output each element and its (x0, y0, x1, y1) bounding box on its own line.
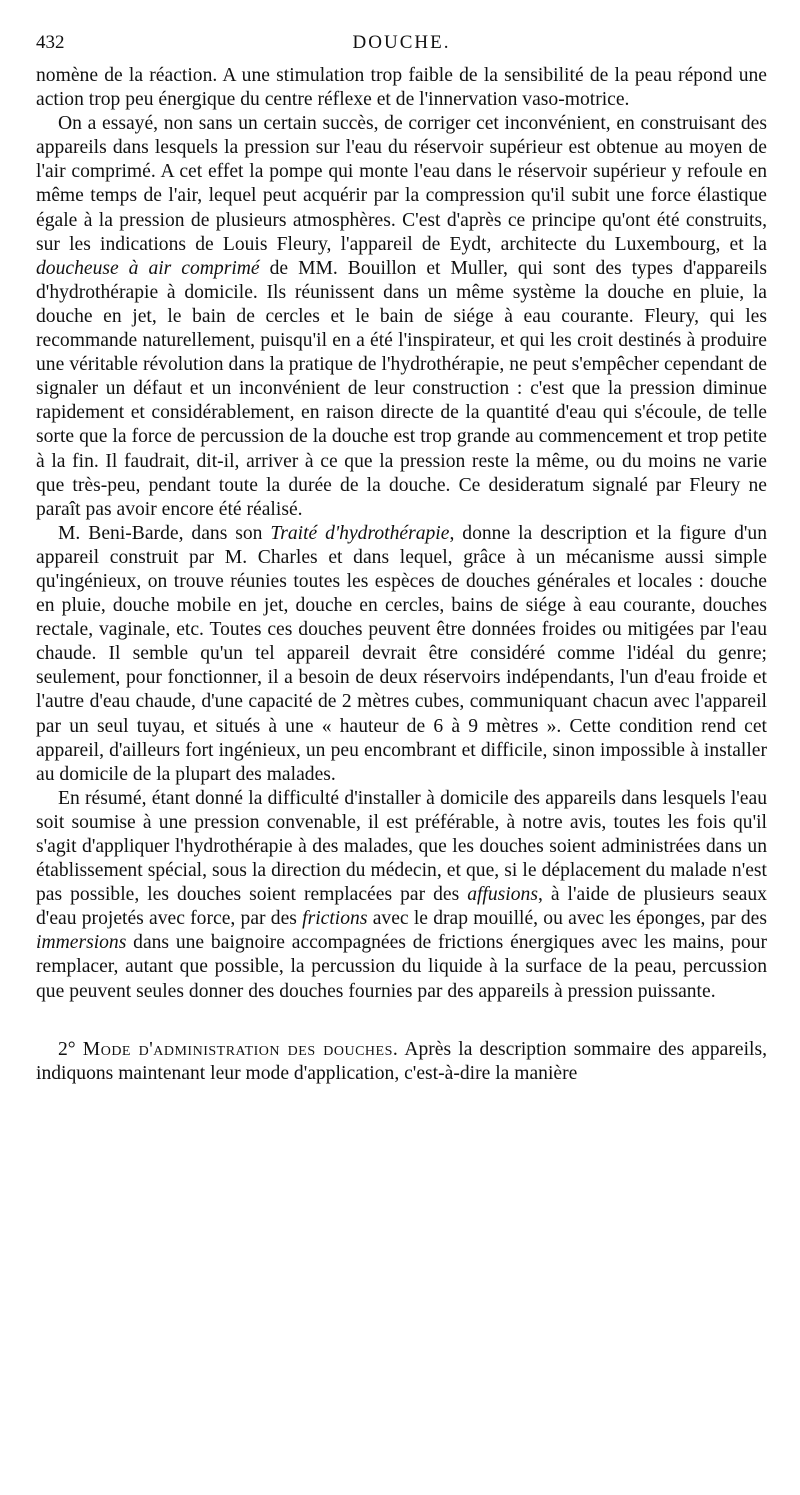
running-title: DOUCHE. (352, 32, 451, 53)
section-paragraph (36, 1038, 767, 1086)
paragraph-2 (36, 112, 767, 522)
section-number: 2° (58, 1038, 76, 1060)
text-segment: En résumé, étant donné la difficulté d'installer à domicile des appareils dans lesquels l'eau soit soumise à une pression convenable, il est préférable, à notre avis, toutes les fois qu'il s'agit d'appliquer l'hydrothérapie à des malades, que les douches soient administrées dans un établissement spécial, sous la direction du médecin, et que, si le déplacement du malade n'est pas possible, les douches soient remplacées par des (36, 787, 767, 906)
text-segment: dans une baignoire accompagnées de frictions énergiques avec les mains, pour remplacer, autant que possible, la percussion du liquide à la surface de la peau, percussion que peuvent seules donner des douches fournies par des appareils à pression puissante. (36, 932, 767, 1002)
italic-term: doucheuse à air comprimé (36, 257, 260, 279)
text-segment: M. Beni-Barde, dans son (58, 522, 271, 544)
italic-term: affusions (467, 884, 538, 906)
italic-term: frictions (302, 908, 368, 930)
page-number: 432 (36, 32, 65, 53)
paragraph-4 (36, 787, 767, 1004)
page-header (36, 28, 767, 64)
paragraph-3 (36, 522, 767, 787)
section-text: Après la description sommaire des appareils, indiquons maintenant leur mode d'application, c'est-à-dire la manière (36, 1038, 767, 1084)
paragraph-1 (36, 64, 767, 112)
text-segment: de MM. Bouillon et Muller, qui sont des types d'appareils d'hydrothérapie à domicile. Ils réunissent dans un même système la douche en pluie, la douche en jet, le bain de cercles et le bain de siége à eau courante. Fleury, qui les recommande naturellement, puisqu'il en a été l'inspirateur, et qui les croit destinés à produire une véritable révolution dans la pratique de l'hydrothérapie, ne peut s'empêcher cependant de signaler un défaut et un inconvénient de leur construction : c'est que la pression diminue rapidement et considérablement, en raison directe de la quantité d'eau qui s'écoule, de telle sorte que la force de percussion de la douche est trop grande au commencement et trop petite à la fin. Il faudrait, dit-il, arriver à ce que la pression reste la même, ou du moins ne varie que très-peu, pendant toute la durée de la douche. Ce desideratum signalé par Fleury ne paraît pas avoir encore été réalisé. (36, 257, 767, 520)
text-segment: , donne la description et la figure d'un appareil construit par M. Charles et dans lequel, grâce à un mécanisme aussi simple qu'ingénieux, on trouve réunies toutes les espèces de douches générales et locales : douche en pluie, douche mobile en jet, douche en cercles, bains de siége à eau courante, douches rectale, vaginale, etc. Toutes ces douches peuvent être données froides ou mitigées par l'eau chaude. Il semble qu'un tel appareil devrait être considéré comme l'idéal du genre; seulement, pour fonctionner, il a besoin de deux réservoirs indépendants, l'un d'eau froide et l'autre d'eau chaude, d'une capacité de 2 mètres cubes, communiquant chacun avec l'appareil par un seul tuyau, et situés à une « hauteur de 6 à 9 mètres ». Cette condition rend cet appareil, d'ailleurs fort ingénieux, un peu encombrant et difficile, sinon impossible à installer au domicile de la plupart des malades. (36, 522, 767, 785)
italic-title: Traité d'hydrothérapie (270, 522, 450, 544)
text-segment: , à l'aide de plusieurs seaux d'eau projetés avec force, par des (36, 884, 767, 930)
italic-term: immersions (36, 932, 127, 954)
section-heading: Mode d'administration des douches. (82, 1038, 399, 1060)
text-segment: On a essayé, non sans un certain succès, de corriger cet inconvénient, en construisant des appareils dans lesquels la pression sur l'eau du réservoir supérieur est obtenue au moyen de l'air comprimé. A cet effet la pompe qui monte l'eau dans le réservoir supérieur y refoule en même temps de l'air, lequel peut acquérir par la compression qu'il subit une force élastique égale à la pression de plusieurs atmosphères. C'est d'après ce principe qu'ont été construits, sur les indications de Louis Fleury, l'appareil de Eydt, architecte du Luxembourg, et la (36, 113, 767, 255)
text-segment: avec le drap mouillé, ou avec les éponges, par des (367, 908, 767, 930)
text-segment: nomène de la réaction. A une stimulation trop faible de la sensibilité de la peau répond une action trop peu énergique du centre réflexe et de l'innervation vaso-motrice. (36, 65, 767, 111)
